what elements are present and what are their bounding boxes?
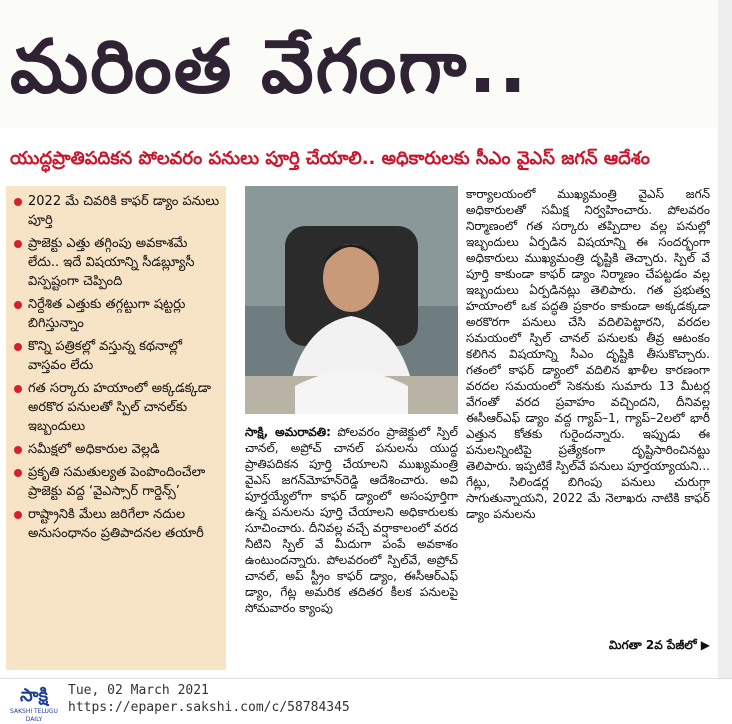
article-body-2: కార్యాలయంలో ముఖ్యమంత్రి వైఎస్ జగన్ అధికారులతో సమీక్ష నిర్వహించారు. పోలవరం నిర్మాణంలో గత సర్కారు తప్పిదాల వల్ల పనుల్లో ఇబ్బందులు ఏర్పడిన విషయాన్ని ఈ సందర్భంగా అధికారులు ముఖ్యమంత్రి దృష్టికి తెచ్చారు. స్పిల్ వే పూర్తి కాకుండా కాఫర్ డ్యాం నిర్మాణం చేపట్టడం వల్ల ఇబ్బందులు ఏర్పడినట్లు తెలిపారు. గత ప్రభుత్వ హయాంలో ఒక పద్ధతి ప్రకారం కాకుండా అక్కడక్కడా అరకొరగా పనులు చేసి వదిలిపెట్టారని, వరదల సమయంలో స్పిల్ చానల్ పనులకు తీవ్ర ఆటంకం కలిగిన విషయాన్ని సీఎం దృష్టికి తీసుకొచ్చారు. గతంలో కాఫర్ డ్యాంలో వదిలిన ఖాళీల కారణంగా వరదల సమయంలో సెకనుకు సుమారు 13 మీటర్ల వేగంతో వరద ప్రవాహం వచ్చిందని, దీనివల్ల ఈసీఆర్ఎఫ్ డ్యాం వద్ద గ్యాప్–1, గ్యాప్–2లలో భారీ ఎత్తున కోతకు గురైందన్నారు. ఇప్పుడు ఈ పనులన్నింటిపై ప్రత్యేకంగా దృష్టిసారించినట్టు తెలిపారు. ఇప్పటికే స్పిల్‌వే పనులు పూర్తయ్యాయని... గేట్లు, సిలిండర్ల బిగింపు పనులు చురుగ్గా సాగుతున్నాయని, 2022 మే నెలాఖరు నాటికి కాఫర్ డ్యాం పనులను bbox=[466, 187, 710, 521]
highlight-item: సమీక్షలో అధికారుల వెల్లడి bbox=[12, 440, 220, 459]
highlight-item: రాష్ట్రానికి మేలు జరిగేలా నదుల అనుసంధానం ప్రతిపాదనల తయారీ bbox=[12, 505, 220, 543]
bullet-icon bbox=[14, 240, 22, 248]
article-column-2 bbox=[466, 186, 710, 630]
highlight-item: ప్రాజెక్టు ఎత్తు తగ్గింపు అవకాశమే లేదు.. ఇదే విషయాన్ని సీడబ్ల్యూసీ విస్పష్టంగా చెప్పింది bbox=[12, 234, 220, 291]
bullet-icon bbox=[14, 511, 22, 519]
subheadline: యుద్ధప్రాతిపదికన పోలవరం పనులు పూర్తి చేయాలి.. అధికారులకు సీఎం వైఎస్ జగన్ ఆదేశం bbox=[10, 148, 650, 169]
highlights-box bbox=[6, 186, 226, 670]
highlight-item: నిర్దేశిత ఎత్తుకు తగ్గట్టుగా షట్టర్లు బిగిస్తున్నాం bbox=[12, 295, 220, 333]
bullet-icon bbox=[14, 301, 22, 309]
continued-note: మిగతా 2వ పేజీలో ▶ bbox=[608, 638, 710, 652]
bullet-icon bbox=[14, 446, 22, 454]
bullet-icon bbox=[14, 385, 22, 393]
bullet-icon bbox=[14, 469, 22, 477]
headline-banner bbox=[0, 0, 732, 128]
bullet-icon bbox=[14, 198, 22, 206]
footer-url[interactable]: https://epaper.sakshi.com/c/58784345 bbox=[68, 700, 350, 715]
news-photo bbox=[245, 186, 458, 414]
highlight-item: 2022 మే చివరికి కాఫర్ డ్యాం పనులు పూర్తి bbox=[12, 192, 220, 230]
highlight-item: ప్రకృతి సమతుల్యత పెంపొందించేలా ప్రాజెక్టు వద్ద ‘వైఎస్సార్ గార్డెన్స్’ bbox=[12, 463, 220, 501]
subheadline-bar bbox=[0, 138, 732, 178]
footer-date: Tue, 02 March 2021 bbox=[68, 683, 209, 698]
page-edge bbox=[718, 0, 732, 690]
person-photo-icon bbox=[245, 186, 458, 414]
bullet-icon bbox=[14, 343, 22, 351]
article-column-1 bbox=[245, 424, 458, 670]
logo-subtitle: SAKSHI TELUGU DAILY bbox=[10, 708, 58, 723]
article-dateline: సాక్షి, అమరావతి: bbox=[245, 425, 331, 439]
article-body-1: పోలవరం ప్రాజెక్టులో స్పిల్ చానల్, అప్రోచ్ చానల్ పనులను యుద్ధ ప్రాతిపదికన పూర్తి చేయాలని ముఖ్యమంత్రి వైఎస్ జగన్‌మోహన్‌రెడ్డి ఆదేశించారు. అవి పూర్తయ్యేలోగా కాఫర్ డ్యాంలో అసంపూర్తిగా ఉన్న పనులను పూర్తి చేయాలని అధికారులకు సూచించారు. దీనివల్ల వచ్చే వర్షాకాలంలో వరద నీటిని స్పిల్ వే మీదుగా పంపే అవకాశం ఉంటుందన్నారు. పోలవరంలో స్పిల్‌వే, అప్రోచ్ చానల్, అప్ స్ట్రీం కాఫర్ డ్యాం, ఈసీఆర్ఎఫ్ డ్యాం, గేట్ల అమరిక తదితర కీలక పనులపై సోమవారం క్యాంపు bbox=[245, 425, 458, 615]
highlights-list bbox=[6, 186, 226, 543]
sakshi-logo bbox=[6, 684, 62, 723]
headline: మరింత వేగంగా.. bbox=[10, 24, 529, 110]
highlight-item: కొన్ని పత్రికల్లో వస్తున్న కథనాల్లో వాస్తవం లేదు bbox=[12, 337, 220, 375]
highlight-item: గత సర్కారు హయాంలో అక్కడక్కడా అరకొర పనులతో స్పిల్ చానల్‌కు ఇబ్బందులు bbox=[12, 379, 220, 436]
logo-text: సాక్షి bbox=[20, 685, 48, 706]
